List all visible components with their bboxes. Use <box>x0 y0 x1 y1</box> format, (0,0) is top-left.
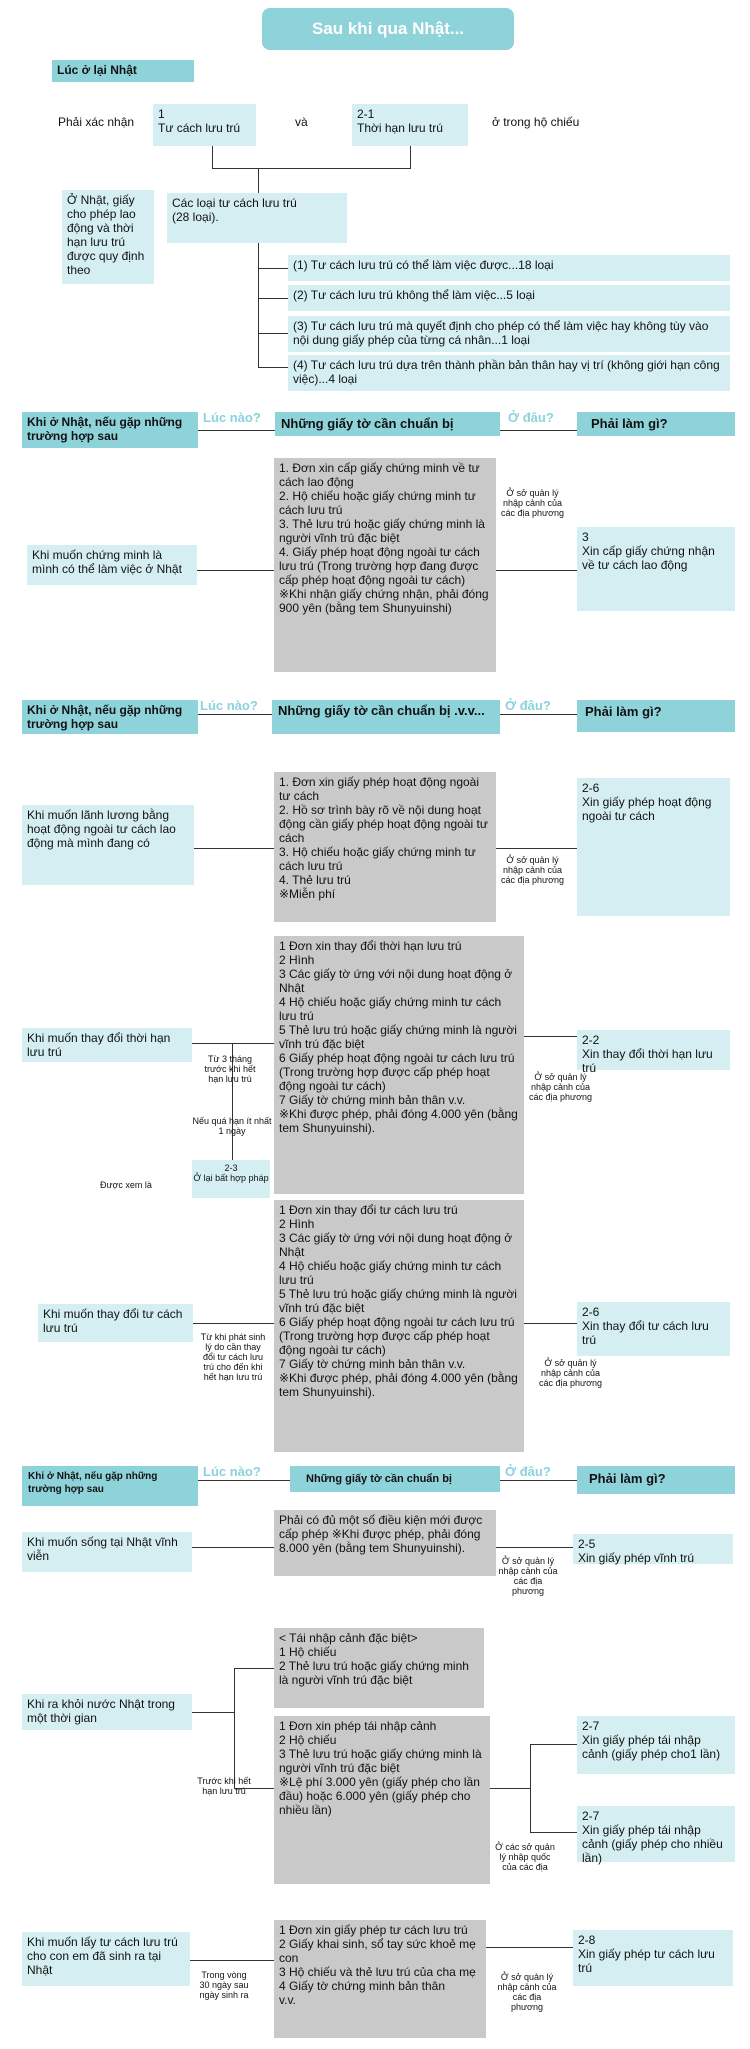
header-what: Phải làm gì? <box>577 412 735 436</box>
box-stay-period: 2-1 Thời hạn lưu trú <box>352 104 468 146</box>
confirm-text: Phải xác nhận <box>58 115 135 129</box>
docs-reentry: 1 Đơn xin phép tái nhập cảnh 2 Hộ chiếu 3 Thẻ lưu trú hoặc giấy chứng minh là người vĩnh trú đặc biệt ※Lệ phí 3.000 yên (giấy phép cho lần đầu) hoặc 6.000 yên (giấy phép cho nhiều lần) <box>274 1716 490 1884</box>
case-reentry: Khi ra khỏi nước Nhật trong một thời gian <box>22 1694 192 1730</box>
docs-child-status: 1 Đơn xin giấy phép tư cách lưu trú 2 Giấy khai sinh, sổ tay sức khoẻ mẹ con 3 Hộ chiếu và thẻ lưu trú của cha mẹ 4 Giấy tờ chứng minh bản thân v.v. <box>274 1920 486 2038</box>
case-side-work: Khi muốn lãnh lương bằng hoạt động ngoài tư cách lao động mà mình đang có <box>22 805 194 885</box>
place-change: Ở sở quản lý nhập cảnh của các địa phương <box>539 1358 602 1388</box>
type-2: (2) Tư cách lưu trú không thể làm việc...5 loại <box>288 285 730 311</box>
timing-extend: Từ 3 tháng trước khi hết hạn lưu trú <box>204 1054 256 1084</box>
docs-prove-work: 1. Đơn xin cấp giấy chứng minh về tư cách lao động 2. Hộ chiếu hoặc giấy chứng minh tư cách lưu trú 3. Thẻ lưu trú hoặc giấy chứng minh là người vĩnh trú đặc biệt 4. Giấy phép hoạt động ngoài tư cách lưu trú (Trong trường hợp đang được cấp phép hoạt động ngoài tư cách) ※Khi nhận giấy chứng nhận, phải đóng 900 yên (bằng tem Shunyuinshi) <box>274 458 496 672</box>
action-permanent: 2-5 Xin giấy phép vĩnh trú <box>573 1534 733 1564</box>
page-title: Sau khi qua Nhật... <box>262 8 514 50</box>
section-label-stay: Lúc ở lại Nhật <box>52 60 194 82</box>
action-reentry-single: 2-7 Xin giấy phép tái nhập cảnh (giấy phép cho1 lần) <box>577 1716 735 1774</box>
place-permanent: Ở sở quản lý nhập cảnh của các địa phương <box>498 1556 558 1596</box>
docs-special-reentry: < Tái nhập cảnh đặc biệt> 1 Hộ chiếu 2 Thẻ lưu trú hoặc giấy chứng minh là người vĩnh trú đặc biệt <box>274 1628 484 1708</box>
header-case-2: Khi ở Nhật, nếu gặp những trường hợp sau <box>22 700 198 734</box>
header-what-2: Phải làm gì? <box>577 700 735 732</box>
header-when: Lúc nào? <box>203 410 261 425</box>
header-docs-2: Những giấy tờ cần chuẩn bị .v.v... <box>272 700 500 734</box>
case-change-status: Khi muốn thay đổi tư cách lưu trú <box>38 1304 193 1342</box>
in-passport-text: ở trong hộ chiếu <box>492 115 580 129</box>
case-prove-work: Khi muốn chứng minh là mình có thể làm việc ở Nhật <box>27 545 197 585</box>
docs-side-work: 1. Đơn xin giấy phép hoạt động ngoài tư cách 2. Hồ sơ trình bày rõ về nội dung hoạt động cần giấy phép hoạt động ngoài tư cách 3. Hộ chiếu hoặc giấy chứng minh tư cách lưu trú 4. Thẻ lưu trú ※Miễn phí <box>274 772 496 922</box>
action-child-status: 2-8 Xin giấy phép tư cách lưu trú <box>573 1930 733 1986</box>
place-prove-work: Ở sở quản lý nhập cảnh của các địa phương <box>501 488 564 518</box>
case-child-status: Khi muốn lấy tư cách lưu trú cho con em đã sinh ra tại Nhật <box>22 1932 190 1986</box>
place-child: Ở sở quản lý nhập cảnh của các địa phương <box>497 1972 557 2012</box>
header-docs-3: Những giấy tờ cần chuẩn bị <box>290 1466 500 1492</box>
action-change-status: 2-6 Xin thay đổi tư cách lưu trú <box>577 1302 730 1356</box>
box-residence-status: 1 Tư cách lưu trú <box>153 104 256 146</box>
header-when-2: Lúc nào? <box>200 698 258 713</box>
header-what-3: Phải làm gì? <box>577 1466 735 1494</box>
seen-as-text: Được xem là <box>100 1180 152 1190</box>
case-permanent: Khi muốn sống tại Nhật vĩnh viễn <box>22 1532 192 1572</box>
action-prove-work: 3 Xin cấp giấy chứng nhận về tư cách lao động <box>577 527 735 611</box>
types-title: Các loại tư cách lưu trú (28 loại). <box>167 193 347 243</box>
header-where-2: Ở đâu? <box>505 698 551 713</box>
place-reentry: Ở các sở quản lý nhập quốc của các địa <box>495 1842 555 1872</box>
header-docs: Những giấy tờ cần chuẩn bị <box>275 412 500 436</box>
type-4: (4) Tư cách lưu trú dựa trên thành phần bản thân hay vị trí (không giới hạn công việc)...4 loại <box>288 355 730 391</box>
header-where-3: Ở đâu? <box>505 1464 551 1479</box>
type-1: (1) Tư cách lưu trú có thể làm việc được...18 loại <box>288 255 730 281</box>
docs-extend-period: 1 Đơn xin thay đổi thời hạn lưu trú 2 Hình 3 Các giấy tờ ứng với nội dung hoạt động ở Nhật 4 Hộ chiếu hoặc giấy chứng minh tư cách lưu trú 5 Thẻ lưu trú hoặc giấy chứng minh là người vĩnh trú đặc biệt 6 Giấy phép hoạt động ngoài tư cách lưu trú (Trong trường hợp được cấp phép hoạt động ngoài tư cách) 7 Giấy tờ chứng minh bản thân v.v. ※Khi được phép, phải đóng 4.000 yên (bằng tem Shunyuinshi). <box>274 936 524 1194</box>
overdue-note: Nếu quá hạn ít nhất 1 ngày <box>192 1116 272 1136</box>
type-3: (3) Tư cách lưu trú mà quyết định cho phép có thể làm việc hay không tùy vào nội dung giấy phép của từng cá nhân...1 loại <box>288 316 730 352</box>
timing-change: Từ khi phát sinh lý do cần thay đổi tư cách lưu trú cho đến khi hết hạn lưu trú <box>200 1332 266 1382</box>
place-side-work: Ở sở quản lý nhập cảnh của các địa phương <box>501 855 564 885</box>
and-text: và <box>295 115 308 129</box>
header-case-3: Khi ở Nhật, nếu gặp những trường hợp sau <box>22 1466 198 1506</box>
action-side-work: 2-6 Xin giấy phép hoạt động ngoài tư cách <box>577 778 730 916</box>
left-note: Ở Nhật, giấy cho phép lao động và thời hạn lưu trú được quy định theo <box>62 190 154 284</box>
action-extend: 2-2 Xin thay đổi thời hạn lưu trú <box>577 1030 730 1070</box>
header-case: Khi ở Nhật, nếu gặp những trường hợp sau <box>22 412 198 448</box>
timing-child: Trong vòng 30 ngày sau ngày sinh ra <box>199 1970 249 2000</box>
docs-change-status: 1 Đơn xin thay đổi tư cách lưu trú 2 Hình 3 Các giấy tờ ứng với nội dung hoạt động ở Nhật 4 Hộ chiếu hoặc giấy chứng minh tư cách lưu trú 5 Thẻ lưu trú hoặc giấy chứng minh là người vĩnh trú đặc biệt 6 Giấy phép hoạt động ngoài tư cách lưu trú (Trong trường hợp được cấp phép hoạt động ngoài tư cách) 7 Giấy tờ chứng minh bản thân v.v. ※Khi được phép, phải đóng 4.000 yên (bằng tem Shunyuinshi). <box>274 1200 524 1452</box>
timing-reentry: Trước khi hết hạn lưu trú <box>197 1776 251 1796</box>
illegal-stay-box: 2-3 Ở lại bất hợp pháp <box>192 1160 270 1198</box>
header-when-3: Lúc nào? <box>203 1464 261 1479</box>
place-extend: Ở sở quản lý nhập cảnh của các địa phương <box>529 1072 592 1102</box>
action-reentry-multi: 2-7 Xin giấy phép tái nhập cảnh (giấy phép cho nhiều lần) <box>577 1806 735 1862</box>
case-extend-period: Khi muốn thay đổi thời hạn lưu trú <box>22 1028 192 1062</box>
header-where: Ở đâu? <box>508 410 554 425</box>
docs-permanent: Phải có đủ một số điều kiện mới được cấp phép ※Khi được phép, phải đóng 8.000 yên (bằng tem Shunyuinshi). <box>274 1510 496 1576</box>
